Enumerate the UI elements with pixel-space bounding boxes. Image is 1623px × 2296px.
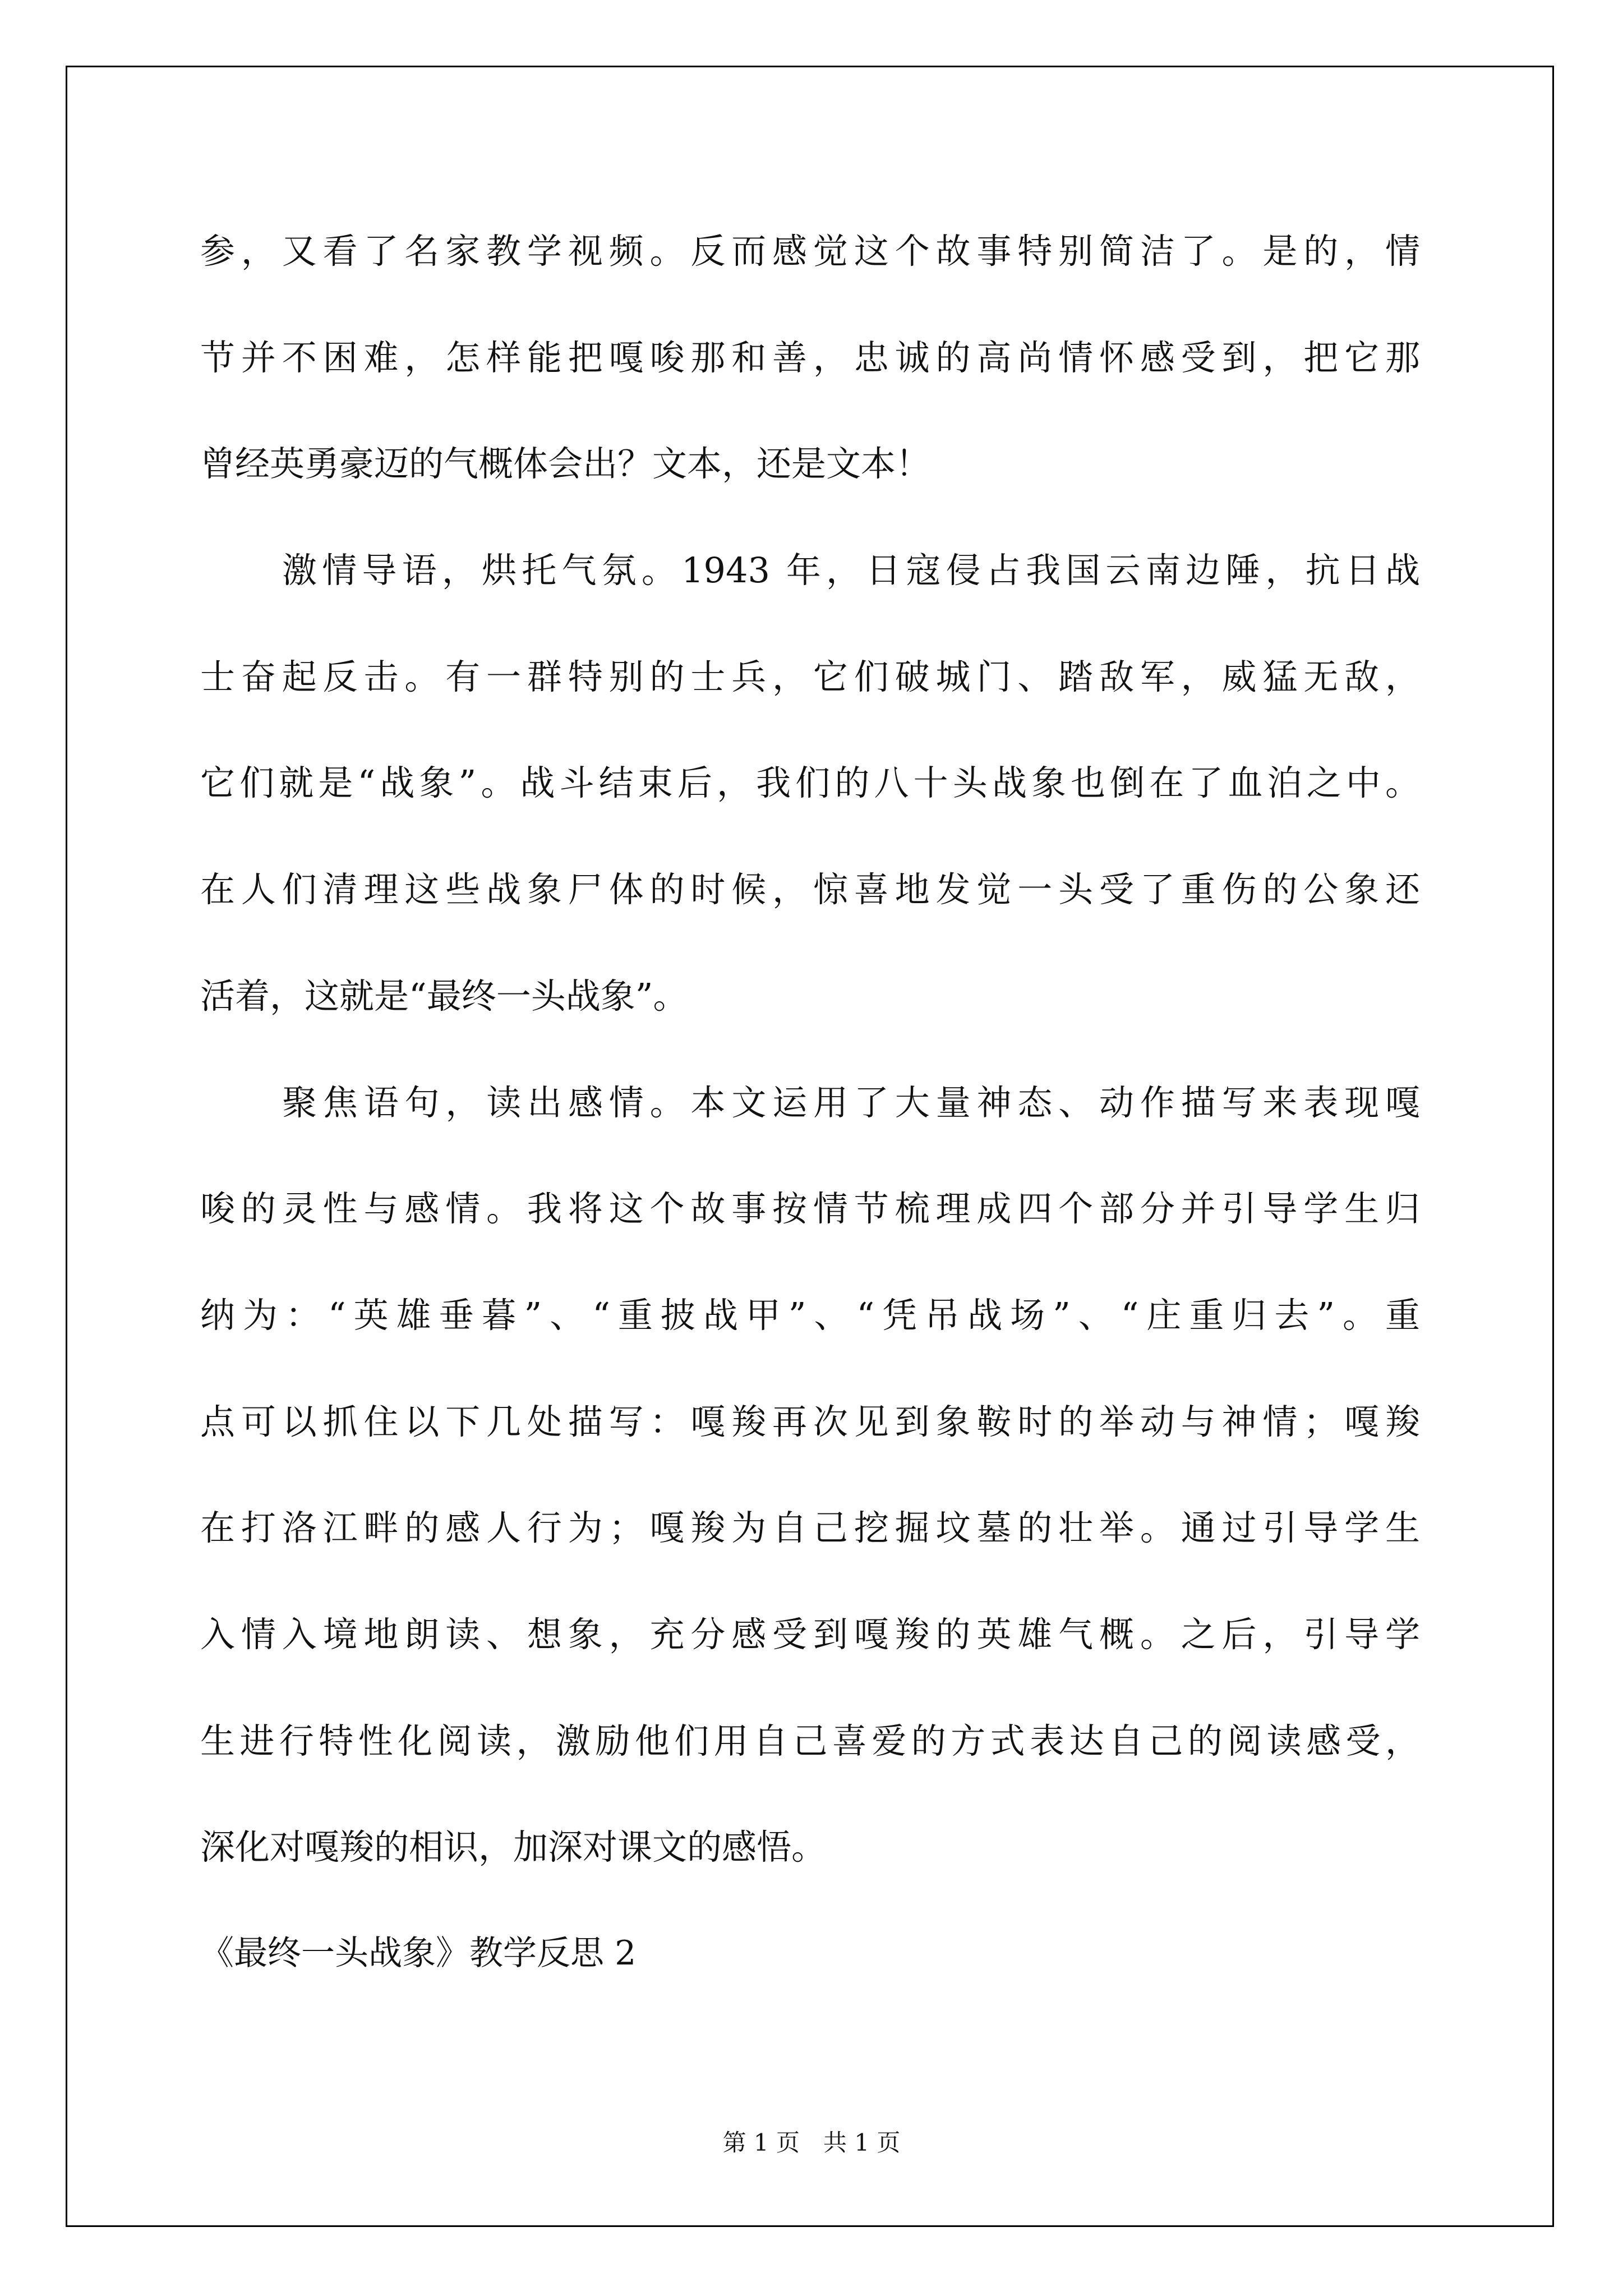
text-line: 纳为：“英雄垂暮”、“重披战甲”、“凭吊战场”、“庄重归去”。重 (200, 1294, 1420, 1336)
section-heading: 《最终一头战象》教学反思 2 (200, 1934, 637, 1973)
text-line: 点可以抓住以下几处描写：嘎羧再次见到象鞍时的举动与神情；嘎羧 (200, 1401, 1420, 1442)
text-line: 激情导语，烘托气氛。1943 年，日寇侵占我国云南边陲，抗日战 (282, 550, 1420, 591)
text-line: 聚焦语句，读出感情。本文运用了大量神态、动作描写来表现嘎 (282, 1082, 1420, 1123)
text-line: 活着，这就是“最终一头战象”。 (200, 975, 688, 1016)
text-line: 在打洛江畔的感人行为；嘎羧为自己挖掘坟墓的壮举。通过引导学生 (200, 1507, 1420, 1549)
document-body (200, 198, 1420, 2007)
text-line: 节并不困难，怎样能把嘎唆那和善，忠诚的高尚情怀感受到，把它那 (200, 337, 1420, 378)
text-line: 在人们清理这些战象尸体的时候，惊喜地发觉一头受了重伤的公象还 (200, 869, 1420, 910)
paragraph (200, 517, 1420, 1049)
text-line: 曾经英勇豪迈的气概体会出？文本，还是文本！ (200, 443, 931, 485)
paragraph (200, 198, 1420, 517)
text-line: 唆的灵性与感情。我将这个故事按情节梳理成四个部分并引导学生归 (200, 1188, 1420, 1230)
text-line: 深化对嘎羧的相识，加深对课文的感悟。 (200, 1826, 827, 1868)
text-line: 生进行特性化阅读，激励他们用自己喜爱的方式表达自己的阅读感受， (200, 1720, 1420, 1761)
paragraph (200, 1050, 1420, 1901)
text-line: 参，又看了名家教学视频。反而感觉这个故事特别简洁了。是的，情 (200, 231, 1420, 272)
text-line: 士奋起反击。有一群特别的士兵，它们破城门、踏敌军，威猛无敌， (200, 656, 1420, 697)
text-line: 入情入境地朗读、想象，充分感受到嘎羧的英雄气概。之后，引导学 (200, 1613, 1420, 1655)
text-line: 它们就是“战象”。战斗结束后，我们的八十头战象也倒在了血泊之中。 (200, 762, 1420, 804)
page-footer: 第 1 页 共 1 页 (722, 2129, 901, 2156)
